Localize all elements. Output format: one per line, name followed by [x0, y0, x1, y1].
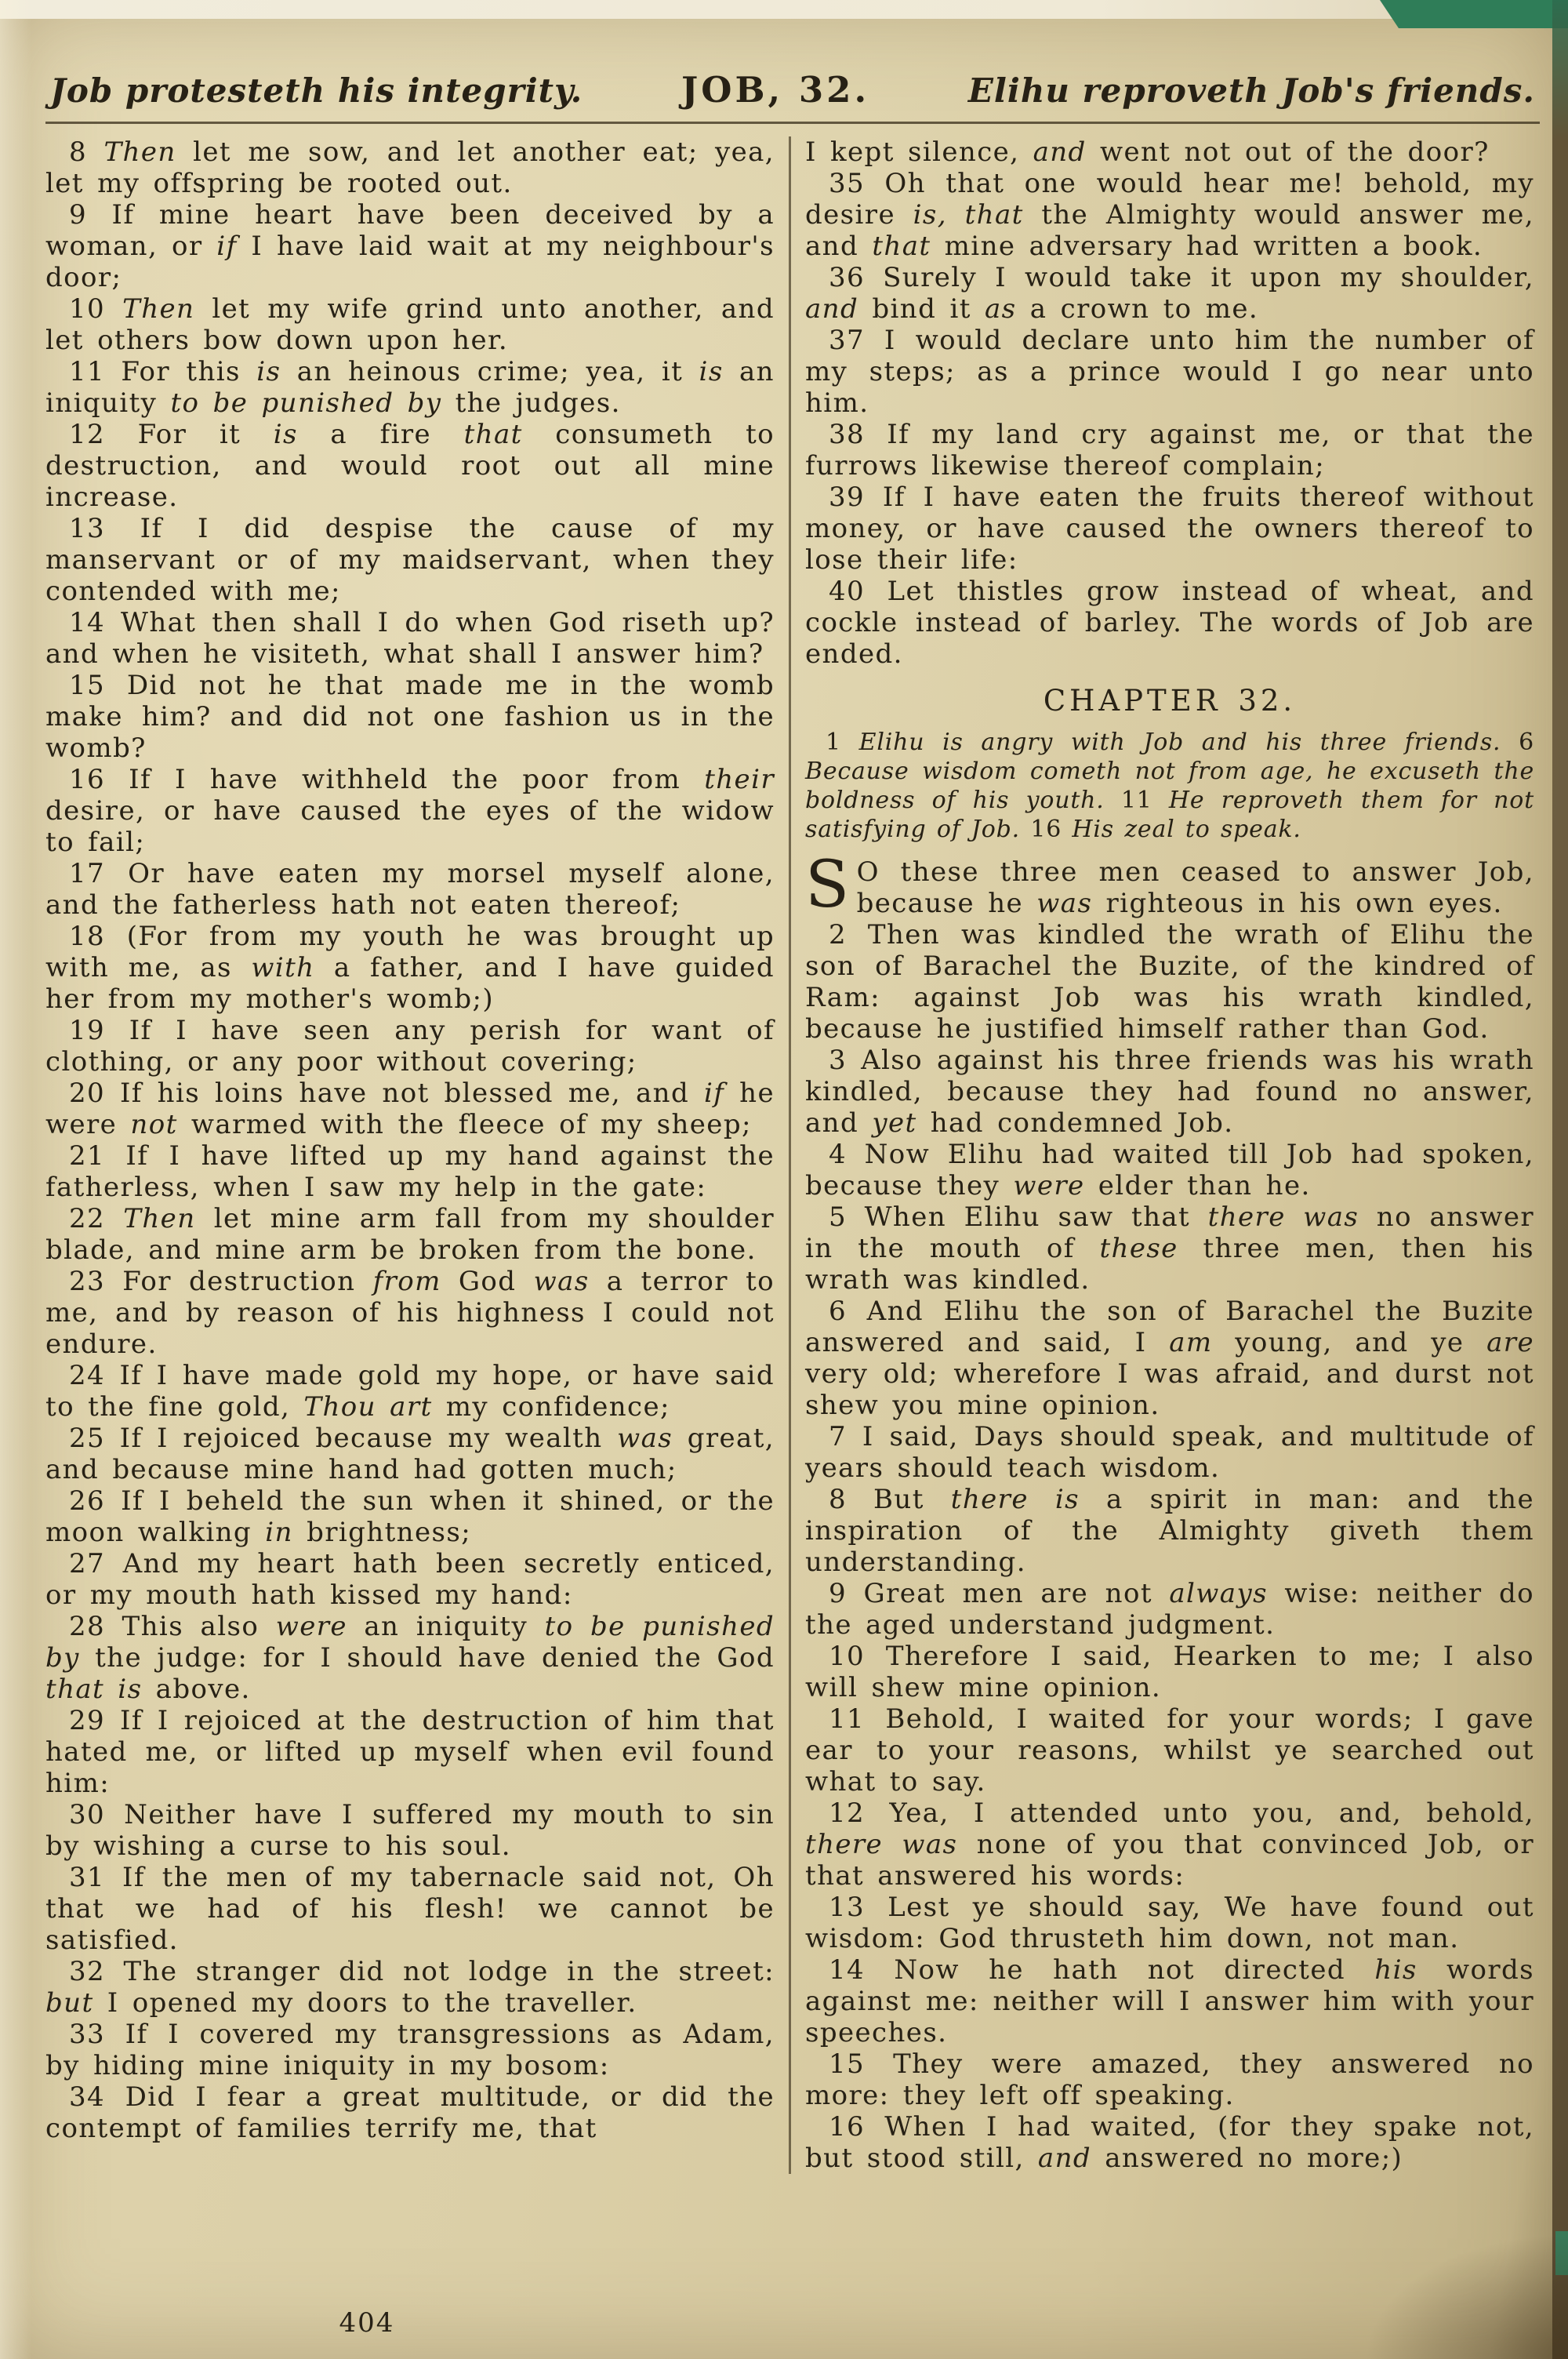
verse: 23 For destruction from God was a terror to me, and by reason of his highness I could not endure. — [45, 1266, 775, 1360]
header-rule — [45, 122, 1540, 124]
verse: 39 If I have eaten the fruits thereof without money, or have caused the owners thereof to lose their life: — [805, 482, 1534, 576]
verse: 2 Then was kindled the wrath of Elihu the son of Barachel the Buzite, of the kindred of Ram: against Job was his wrath kindled, because he justified himself rather than God. — [805, 919, 1534, 1045]
verse-number: 20 — [69, 1078, 106, 1109]
running-head-left: Job protesteth his integrity. — [50, 71, 583, 110]
verse-number: 10 — [829, 1641, 866, 1672]
verse: 21 If I have lifted up my hand against the fatherless, when I saw my help in the gate: — [45, 1140, 775, 1203]
verse-continuation: I kept silence, and went not out of the door? — [805, 136, 1490, 168]
verse: 11 Behold, I waited for your words; I gave ear to your reasons, whilst ye searched out what to say. — [805, 1703, 1534, 1797]
verse-number: 18 — [69, 921, 106, 952]
verse: 37 I would declare unto him the number of my steps; as a prince would I go near unto him. — [805, 325, 1534, 419]
drop-cap: S — [805, 848, 851, 922]
verse: 33 If I covered my transgressions as Adam, by hiding mine iniquity in my bosom: — [45, 2019, 775, 2081]
verse-number: 5 — [829, 1201, 848, 1233]
verse-number: 8 — [829, 1484, 848, 1515]
verse: 34 Did I fear a great multitude, or did the contempt of families terrify me, that — [45, 2081, 775, 2144]
verse: 35 Oh that one would hear me! behold, my desire is, that the Almighty would answer me, and that mine adversary had written a book. — [805, 168, 1534, 262]
verse: 5 When Elihu saw that there was no answer in the mouth of these three men, then his wrath was kindled. — [805, 1201, 1535, 1296]
verse-number: 9 — [69, 199, 88, 231]
scan-top-edge — [0, 0, 1568, 19]
verse-number: 35 — [829, 168, 866, 199]
book-chapter-title: JOB, 32. — [681, 69, 870, 111]
verse-number: 28 — [69, 1611, 106, 1642]
verse-number: 8 — [69, 136, 88, 168]
verse: 40 Let thistles grow instead of wheat, and cockle instead of barley. The words of Job are ended. — [805, 576, 1534, 670]
verse-number: 7 — [829, 1421, 848, 1452]
two-column-text — [45, 136, 1540, 2174]
verse: 22 Then let mine arm fall from my shoulder blade, and mine arm be broken from the bone. — [45, 1203, 775, 1266]
verse-number: 30 — [69, 1799, 106, 1830]
verse: 10 Then let my wife grind unto another, and let others bow down upon her. — [45, 293, 775, 356]
verse-number: 32 — [69, 1956, 106, 1987]
verse: 12 For it is a fire that consumeth to destruction, and would root out all mine increase. — [45, 419, 775, 513]
verse-number: 4 — [829, 1139, 848, 1170]
drop-cap-verse: S O these three men ceased to answer Job, because he was righteous in his own eyes. — [805, 848, 1534, 922]
verse-number: 39 — [829, 482, 866, 513]
verse-number: 13 — [829, 1892, 866, 1923]
verse: 36 Surely I would take it upon my shoulder, and bind it as a crown to me. — [805, 262, 1534, 325]
verse-number: 11 — [69, 356, 106, 387]
verse-number: 12 — [69, 419, 106, 450]
verse-number: 37 — [829, 325, 866, 356]
verse: 3 Also against his three friends was his wrath kindled, because they had found no answer, and yet had condemned Job. — [805, 1045, 1534, 1139]
page-text-area — [45, 69, 1540, 2174]
verse: 30 Neither have I suffered my mouth to sin by wishing a curse to his soul. — [45, 1799, 775, 1862]
page-right-edge-shadow — [1552, 0, 1568, 2359]
verse: 25 If I rejoiced because my wealth was great, and because mine hand had gotten much; — [45, 1423, 775, 1485]
verse-number: 16 — [829, 2111, 866, 2143]
verse-number: 16 — [69, 764, 106, 795]
verse: 4 Now Elihu had waited till Job had spoken, because they were elder than he. — [805, 1139, 1534, 1201]
verse-number: 24 — [69, 1360, 106, 1391]
verse-number: 38 — [829, 419, 866, 450]
running-head-right: Elihu reproveth Job's friends. — [967, 71, 1535, 110]
page-left-edge-highlight — [0, 0, 31, 2359]
verse-number: 13 — [69, 513, 106, 544]
verse-number: 15 — [69, 670, 106, 701]
verse: 32 The stranger did not lodge in the street: but I opened my doors to the traveller. — [45, 1956, 775, 2019]
verse-number: 9 — [829, 1578, 848, 1609]
verse: 13 Lest ye should say, We have found out wisdom: God thrusteth him down, not man. — [805, 1892, 1534, 1954]
book-cover-corner — [1380, 0, 1568, 28]
verse: 26 If I beheld the sun when it shined, or the moon walking in brightness; — [45, 1485, 775, 1548]
verse-number: 21 — [69, 1140, 106, 1172]
verse: 15 They were amazed, they answered no more: they left off speaking. — [805, 2048, 1534, 2111]
verse: 38 If my land cry against me, or that the furrows likewise thereof complain; — [805, 419, 1534, 482]
verse: 10 Therefore I said, Hearken to me; I also will shew mine opinion. — [805, 1641, 1534, 1703]
verse: 14 Now he hath not directed his words against me: neither will I answer him with your speeches. — [805, 1954, 1534, 2048]
verse: 8 But there is a spirit in man: and the inspiration of the Almighty giveth them understanding. — [805, 1484, 1534, 1578]
verse: 11 For this is an heinous crime; yea, it is an iniquity to be punished by the judges. — [45, 356, 775, 419]
verse-number: 33 — [69, 2019, 106, 2050]
verse: 20 If his loins have not blessed me, and if he were not warmed with the fleece of my sheep; — [45, 1078, 775, 1140]
verse-number: 12 — [829, 1797, 866, 1829]
verse: 15 Did not he that made me in the womb make him? and did not one fashion us in the womb? — [45, 670, 775, 764]
verse-number: 25 — [69, 1423, 106, 1454]
verse-number: 15 — [829, 2048, 866, 2080]
column-left — [45, 136, 775, 2174]
verse-number: 11 — [829, 1703, 866, 1735]
verse: 29 If I rejoiced at the destruction of him that hated me, or lifted up myself when evil found him: — [45, 1705, 775, 1799]
verse-number: 34 — [69, 2081, 106, 2113]
verse: 12 Yea, I attended unto you, and, behold, there was none of you that convinced Job, or that answered his words: — [805, 1797, 1534, 1892]
column-right — [805, 136, 1534, 2174]
verse: 7 I said, Days should speak, and multitude of years should teach wisdom. — [805, 1421, 1534, 1484]
verse: 13 If I did despise the cause of my manservant or of my maidservant, when they contended with me; — [45, 513, 775, 607]
verse: 19 If I have seen any perish for want of clothing, or any poor without covering; — [45, 1015, 775, 1078]
chapter-summary: 1 Elihu is angry with Job and his three friends. 6 Because wisdom cometh not from age, he excuseth the boldness of his youth. 11 He reproveth them for not satisfying of Job. 16 His zeal to speak. — [805, 729, 1534, 843]
verse: 8 Then let me sow, and let another eat; yea, let my offspring be rooted out. — [45, 136, 775, 199]
verse-number: 10 — [69, 293, 106, 325]
bottom-corner-shadow — [1364, 2234, 1568, 2359]
verse: 16 If I have withheld the poor from their desire, or have caused the eyes of the widow to fail; — [45, 764, 775, 858]
verse: 17 Or have eaten my morsel myself alone, and the fatherless hath not eaten thereof; — [45, 858, 775, 921]
verse: 24 If I have made gold my hope, or have said to the fine gold, Thou art my confidence; — [45, 1360, 775, 1423]
verse-number: 36 — [829, 262, 866, 293]
verse-number: 3 — [829, 1045, 848, 1076]
chapter-heading: CHAPTER 32. — [1043, 684, 1297, 718]
verse: 31 If the men of my tabernacle said not, Oh that we had of his flesh! we cannot be satisfied. — [45, 1862, 775, 1956]
verse-number: 14 — [829, 1954, 866, 1986]
verse: 27 And my heart hath been secretly enticed, or my mouth hath kissed my hand: — [45, 1548, 775, 1611]
verse: 9 Great men are not always wise: neither do the aged understand judgment. — [805, 1578, 1534, 1641]
running-header — [45, 69, 1540, 111]
verse: 9 If mine heart have been deceived by a woman, or if I have laid wait at my neighbour's door; — [45, 199, 775, 293]
verse: 18 (For from my youth he was brought up with me, as with a father, and I have guided her from my mother's womb;) — [45, 921, 775, 1015]
verse-number: 19 — [69, 1015, 106, 1046]
verse-number: 26 — [69, 1485, 106, 1517]
verse: 16 When I had waited, (for they spake not, but stood still, and answered no more;) — [805, 2111, 1534, 2174]
verse-number: 29 — [69, 1705, 106, 1736]
verse: 6 And Elihu the son of Barachel the Buzite answered and said, I am young, and ye are very old; wherefore I was afraid, and durst not shew you mine opinion. — [805, 1296, 1534, 1421]
column-divider — [789, 136, 791, 2174]
verse-number: 22 — [69, 1203, 106, 1234]
verse: 28 This also were an iniquity to be punished by the judge: for I should have denied the God that is above. — [45, 1611, 775, 1705]
verse-number: 17 — [69, 858, 106, 889]
verse-number: 6 — [829, 1296, 848, 1327]
verse-number: 27 — [69, 1548, 106, 1579]
verse-number: 2 — [829, 919, 848, 951]
verse-number: 40 — [829, 576, 866, 607]
verse-number: 14 — [69, 607, 106, 638]
page-number: 404 — [339, 2307, 395, 2339]
verse-number: 23 — [69, 1266, 106, 1297]
verse: 14 What then shall I do when God riseth up? and when he visiteth, what shall I answer him? — [45, 607, 775, 670]
verse-number: 31 — [69, 1862, 106, 1893]
